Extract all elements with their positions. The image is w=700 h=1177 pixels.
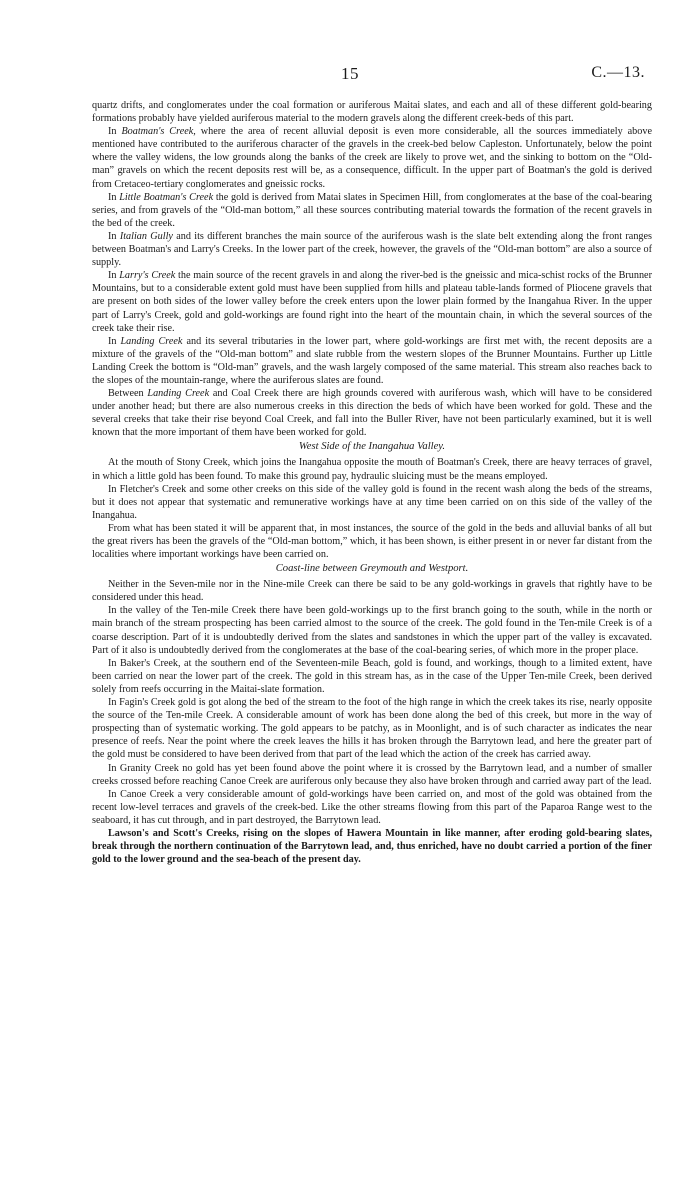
paragraph: In Granity Creek no gold has yet been found above the point where it is crossed by the Barrytown lead, and a number of smaller creeks crossed before reaching Canoe Creek are auriferous only because they also have broken through and carried away part of the lead.	[92, 762, 652, 787]
paragraph: quartz drifts, and conglomerates under the coal formation or auriferous Maitai slates, and each and all of these different gold-bearing formations probably have yielded auriferous material to the modern gravels along the different creek-beds of this part.	[92, 100, 652, 125]
paragraph: In the valley of the Ten-mile Creek there have been gold-workings up to the first branch going to the south, while in the north or main branch of the stream prospecting has been carried almost to the source of the creek. The gold found in the Ten-mile Creek is of a coarse description. Part of it is undoubtedly derived from the slates and sandstones in which the upper part of the valley is excavated. Part of it also is undoubtedly derived from the conglomerates at the base of the coal-bearing series, of which more in the proper place.	[92, 605, 652, 656]
paragraph: From what has been stated it will be apparent that, in most instances, the source of the gold in the beds and alluvial banks of all but the great rivers has been the gravels of the “Old-man bottom,” which, it has been shown, is either present in or never far distant from the localities where important workings have been carried on.	[92, 522, 652, 561]
paragraph: In Canoe Creek a very considerable amount of gold-workings have been carried on, and most of the gold was obtained from the recent low-level terraces and gravels of the creek-bed. Like the other streams flowing from this part of the Paparoa Range west to the seaboard, it has cut through, and in part destroyed, the Barrytown lead.	[92, 788, 652, 826]
document-body	[92, 99, 652, 866]
page-reference: C.—13.	[591, 64, 645, 81]
paragraph: In Landing Creek and its several tributaries in the lower part, where gold-workings are first met with, the recent deposits are a mixture of the gravels of the “Old-man bottom” and slate rubble from the western slopes of the Brunner Mountains. Further up Little Landing Creek the bottom is “Old-man” gravels, and the wash largely composed of the same material. This stream also reaches back to the slopes of the mountain-range, where the auriferous slates are found.	[92, 335, 652, 386]
paragraph: In Little Boatman's Creek the gold is derived from Matai slates in Specimen Hill, from conglomerates at the base of the coal-bearing series, and from gravels of the “Old-man bottom,” all these sources contributing material towards the formation of the recent gravels in the bed of the creek.	[92, 191, 652, 229]
paragraph: At the mouth of Stony Creek, which joins the Inangahua opposite the mouth of Boatman's Creek, there are heavy terraces of gravel, in which a little gold has been found. To make this ground pay, hydraulic sluicing must be the means employed.	[92, 457, 652, 482]
paragraph: In Fagin's Creek gold is got along the bed of the stream to the foot of the high range in which the creek takes its rise, nearly opposite the source of the Ten-mile Creek. A considerable amount of work has been done along the bed of this creek, but more in the way of prospecting than of systematic working. The gold appears to be patchy, as in Moonlight, and is of such character as indicates the near presence of reefs. Near the point where the creek leaves the hills it has broken through the Barrytown lead, and here the greater part of the gold must be considered to have been derived from that part of the lead which the action of the creek has carried away.	[92, 697, 652, 761]
paragraph: In Baker's Creek, at the southern end of the Seventeen-mile Beach, gold is found, and workings, though to a limited extent, have been carried on near the lower part of the creek. The gold in this stream has, as in the case of the Upper Ten-mile Creek, been derived solely from reefs occurring in the Maitai-slate formation.	[92, 657, 652, 695]
section-heading: Coast-line between Greymouth and Westport.	[275, 563, 469, 575]
paragraph: In Fletcher's Creek and some other creeks on this side of the valley gold is found in the recent wash along the beds of the streams, but it does not appear that systematic and remunerative workings have at any time been carried on on this side of the valley of the Inangahua.	[92, 483, 652, 521]
paragraph: In Italian Gully and its different branches the main source of the auriferous wash is the slate belt extending along the front ranges between Boatman's and Larry's Creeks. In the lower part of the creek, however, the gravels of the “Old-man bottom” are also a source of supply.	[92, 230, 652, 269]
paragraph: In Boatman's Creek, where the area of recent alluvial deposit is even more considerable, all the sources immediately above mentioned have contributed to the auriferous character of the gravels in the creek-bed below Capleston. Unfortunately, below the point where the valley widens, the low grounds along the banks of the creek are likely to prove wet, and the sinking to bottom on the “Old-man” gravels on which the recent deposits rest will be, as a consequence, difficult. In the upper part of Boatman's the gold is derived from Cretaceo-tertiary conglomerates and gneissic rocks.	[92, 126, 652, 190]
paragraph: Between Landing Creek and Coal Creek there are high grounds covered with auriferous wash, which will have to be considered under another head; but there are also numerous creeks in this direction the beds of which have been worked for gold. These and the several creeks that take their rise beyond Coal Creek, and fall into the Buller River, have not been particularly examined, but it is well known that the more important of them have been worked for gold.	[92, 388, 652, 439]
paragraph: Neither in the Seven-mile nor in the Nine-mile Creek can there be said to be any gold-workings in gravels that rightly have to be considered under this head.	[92, 579, 652, 604]
paragraph: In Larry's Creek the main source of the recent gravels in and along the river-bed is the gneissic and mica-schist rocks of the Brunner Mountains, but to a considerable extent gold must have been supplied from hills and plateau table-lands formed of Pliocene gravels that are present on both sides of the lower valley before the creek enters upon the lower plain formed by the Inangahua River. In the upper part of Larry's Creek, gold and gold-workings are found right into the heart of the mountain chain, in which the several sources of the creek take their rise.	[92, 270, 652, 334]
page-number: 15	[341, 64, 359, 83]
paragraph: Lawson's and Scott's Creeks, rising on the slopes of Hawera Mountain in like manner, after eroding gold-bearing slates, break through the northern continuation of the Barrytown lead, and, thus enriched, have no doubt carried a portion of the finer gold to the lower ground and the sea-beach of the present day.	[92, 827, 652, 866]
section-heading: West Side of the Inangahua Valley.	[298, 441, 446, 453]
